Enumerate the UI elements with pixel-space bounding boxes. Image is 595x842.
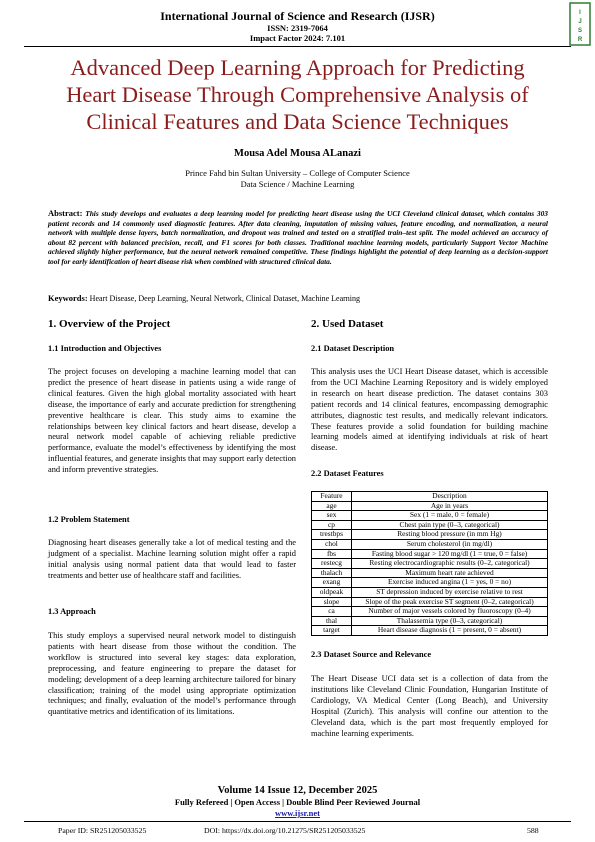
journal-header <box>0 9 595 43</box>
svg-text:J: J <box>578 19 582 25</box>
feature-description-cell: Sex (1 = male, 0 = female) <box>352 511 548 521</box>
journal-footer <box>0 785 595 818</box>
paper-title <box>40 54 555 135</box>
footer-rule <box>24 821 571 822</box>
feature-description-cell: Resting electrocardiographic results (0–2, categorical) <box>352 559 548 569</box>
feature-description-cell: Serum cholesterol (in mg/dl) <box>352 539 548 549</box>
paper-id: Paper ID: SR251205033525 <box>58 826 147 835</box>
header-rule <box>24 46 571 47</box>
svg-text:S: S <box>577 28 583 34</box>
page-number: 588 <box>527 826 539 835</box>
feature-name-cell: exang <box>312 578 352 588</box>
doi-link[interactable]: DOI: https://dx.doi.org/10.21275/SR251205033525 <box>204 826 366 835</box>
subsection-1-1-heading: 1.1 Introduction and Objectives <box>48 344 162 353</box>
affiliation-line-1: Prince Fahd bin Sultan University – College of Computer Science <box>185 168 410 178</box>
feature-description-cell: ST depression induced by exercise relative to rest <box>352 587 548 597</box>
feature-name-cell: age <box>312 501 352 511</box>
keywords-text: Heart Disease, Deep Learning, Neural Network, Clinical Dataset, Machine Learning <box>89 294 361 303</box>
table-row <box>312 578 548 588</box>
table-row <box>312 626 548 636</box>
journal-url-link[interactable]: www.ijsr.net <box>274 808 321 818</box>
table-header-row <box>312 492 548 502</box>
author: Mousa Adel Mousa ALanazi <box>234 148 361 159</box>
impact-factor: Impact Factor 2024: 7.101 <box>249 33 346 43</box>
table-row <box>312 587 548 597</box>
subsection-1-3-heading: 1.3 Approach <box>48 607 96 616</box>
feature-name-cell: restecg <box>312 559 352 569</box>
issn: ISSN: 2319-7064 <box>267 23 328 33</box>
table-header-cell: Feature <box>312 492 352 502</box>
table-row <box>312 539 548 549</box>
abstract-label: Abstract: <box>48 208 83 218</box>
feature-name-cell: thal <box>312 616 352 626</box>
table-header-cell: Description <box>352 492 548 502</box>
feature-description-cell: Age in years <box>352 501 548 511</box>
subsection-2-2-heading: 2.2 Dataset Features <box>311 469 384 478</box>
subsection-2-3-heading: 2.3 Dataset Source and Relevance <box>311 650 432 659</box>
feature-name-cell: thalach <box>312 568 352 578</box>
svg-text:R: R <box>577 37 583 43</box>
title-line-2: Heart Disease Through Comprehensive Analysis of <box>66 82 529 107</box>
feature-description-cell: Heart disease diagnosis (1 = present, 0 = absent) <box>352 626 548 636</box>
feature-name-cell: cp <box>312 520 352 530</box>
feature-name-cell: target <box>312 626 352 636</box>
section-1-1-paragraph: The project focuses on developing a machine learning model that can predict the presence of heart disease in patients using a wide range of clinical features. Given the high global mortality associated with heart disease, the importance of early and accurate prediction for strengthening preventive healthcare is clear. This study aims to examine the relationships between key clinical factors and heart disease, develop a neural network model capable of achieving reliable predictive performance, evaluate the model’s effectiveness by identifying the most influential features, and generate insights that may support early detection and inform preventive strategies. <box>48 367 296 475</box>
section-1-3-paragraph: This study employs a supervised neural network model to distinguish patients with heart disease from those without the condition. The workflow is structured into several key stages: data exploration, preprocessing, and feature engineering to prepare the dataset for modeling; development of a deep learning architecture tailored for binary classification; training of the model using appropriate optimization techniques; and finally, evaluation of the model’s performance through quantitative metrics and identification of its limitations. <box>48 631 296 717</box>
feature-name-cell: oldpeak <box>312 587 352 597</box>
title-line-3: Clinical Features and Data Science Techniques <box>86 109 509 134</box>
feature-name-cell: sex <box>312 511 352 521</box>
feature-name-cell: ca <box>312 607 352 617</box>
section-1-heading: 1. Overview of the Project <box>48 318 171 330</box>
abstract-text: This study develops and evaluates a deep learning model for predicting heart disease using the UCI Cleveland clinical dataset, which contains 303 patient records and 14 commonly used diagnostic features. After data cleaning, imputation of missing values, feature encoding, and normalization, a neural network with multiple dense layers, batch normalization, and dropout was trained and tested on a stratified train–test split. The model achieved an accuracy of about 82 percent with balanced precision, recall, and F1 scores for both classes. Traditional machine learning models, particularly Support Vector Machine achieved slightly higher performance, but the neural network remained competitive. These findings highlight the potential of deep learning as a decision-support tool for early identification of heart disease risk when combined with structured clinical data. <box>48 209 548 266</box>
table-row <box>312 607 548 617</box>
features-table <box>311 491 548 636</box>
feature-description-cell: Exercise induced angina (1 = yes, 0 = no) <box>352 578 548 588</box>
subsection-1-2-heading: 1.2 Problem Statement <box>48 515 130 524</box>
feature-name-cell: slope <box>312 597 352 607</box>
svg-text:I: I <box>579 10 581 16</box>
feature-description-cell: Maximum heart rate achieved <box>352 568 548 578</box>
feature-description-cell: Thalassemia type (0–3, categorical) <box>352 616 548 626</box>
refereed-statement: Fully Refereed | Open Access | Double Blind Peer Reviewed Journal <box>174 797 421 807</box>
section-2-3-paragraph: The Heart Disease UCI data set is a collection of data from the institutions like Cleveland Clinic Foundation, Hungarian Institute of Cardiology, VA Medical Center (Long Beach), and University Hospital (Zurich). This analysis will confine our attention to the Cleveland data, which is the part most frequently employed for machine learning experiments. <box>311 674 548 738</box>
section-2-heading: 2. Used Dataset <box>311 318 384 330</box>
volume-issue: Volume 14 Issue 12, December 2025 <box>217 785 378 796</box>
title-line-1: Advanced Deep Learning Approach for Predicting <box>70 55 525 80</box>
affiliation-line-2: Data Science / Machine Learning <box>240 179 355 189</box>
feature-name-cell: trestbps <box>312 530 352 540</box>
feature-description-cell: Fasting blood sugar > 120 mg/dl (1 = true, 0 = false) <box>352 549 548 559</box>
journal-name: International Journal of Science and Research (IJSR) <box>160 9 435 23</box>
affiliation <box>0 168 595 190</box>
table-row <box>312 511 548 521</box>
feature-name-cell: fbs <box>312 549 352 559</box>
section-2-1-paragraph: This analysis uses the UCI Heart Disease dataset, which is accessible from the UCI Machine Learning Repository and is widely employed in research on heart disease prediction. The dataset contains 303 patient records and 14 clinical features, encompassing demographic attributes, diagnostic test results, and medically relevant indicators. These features provide a solid foundation for building machine learning models aimed at identifying individuals at risk of heart disease. <box>311 367 548 453</box>
table-row <box>312 559 548 569</box>
feature-description-cell: Resting blood pressure (in mm Hg) <box>352 530 548 540</box>
abstract <box>48 209 548 267</box>
feature-description-cell: Chest pain type (0–3, categorical) <box>352 520 548 530</box>
keywords <box>48 293 548 303</box>
keywords-label: Keywords: <box>48 293 88 303</box>
feature-description-cell: Slope of the peak exercise ST segment (0–2, categorical) <box>352 597 548 607</box>
feature-name-cell: chol <box>312 539 352 549</box>
ijsr-logo-icon <box>569 2 591 46</box>
subsection-2-1-heading: 2.1 Dataset Description <box>311 344 395 353</box>
section-1-2-paragraph: Diagnosing heart diseases generally take a lot of medical testing and the judgment of a specialist. Machine learning solution might offer a rapid initial analysis using normal patient data that would lead to faster treatments and better use of healthcare staff and facilities. <box>48 538 296 580</box>
feature-description-cell: Number of major vessels colored by fluoroscopy (0–4) <box>352 607 548 617</box>
